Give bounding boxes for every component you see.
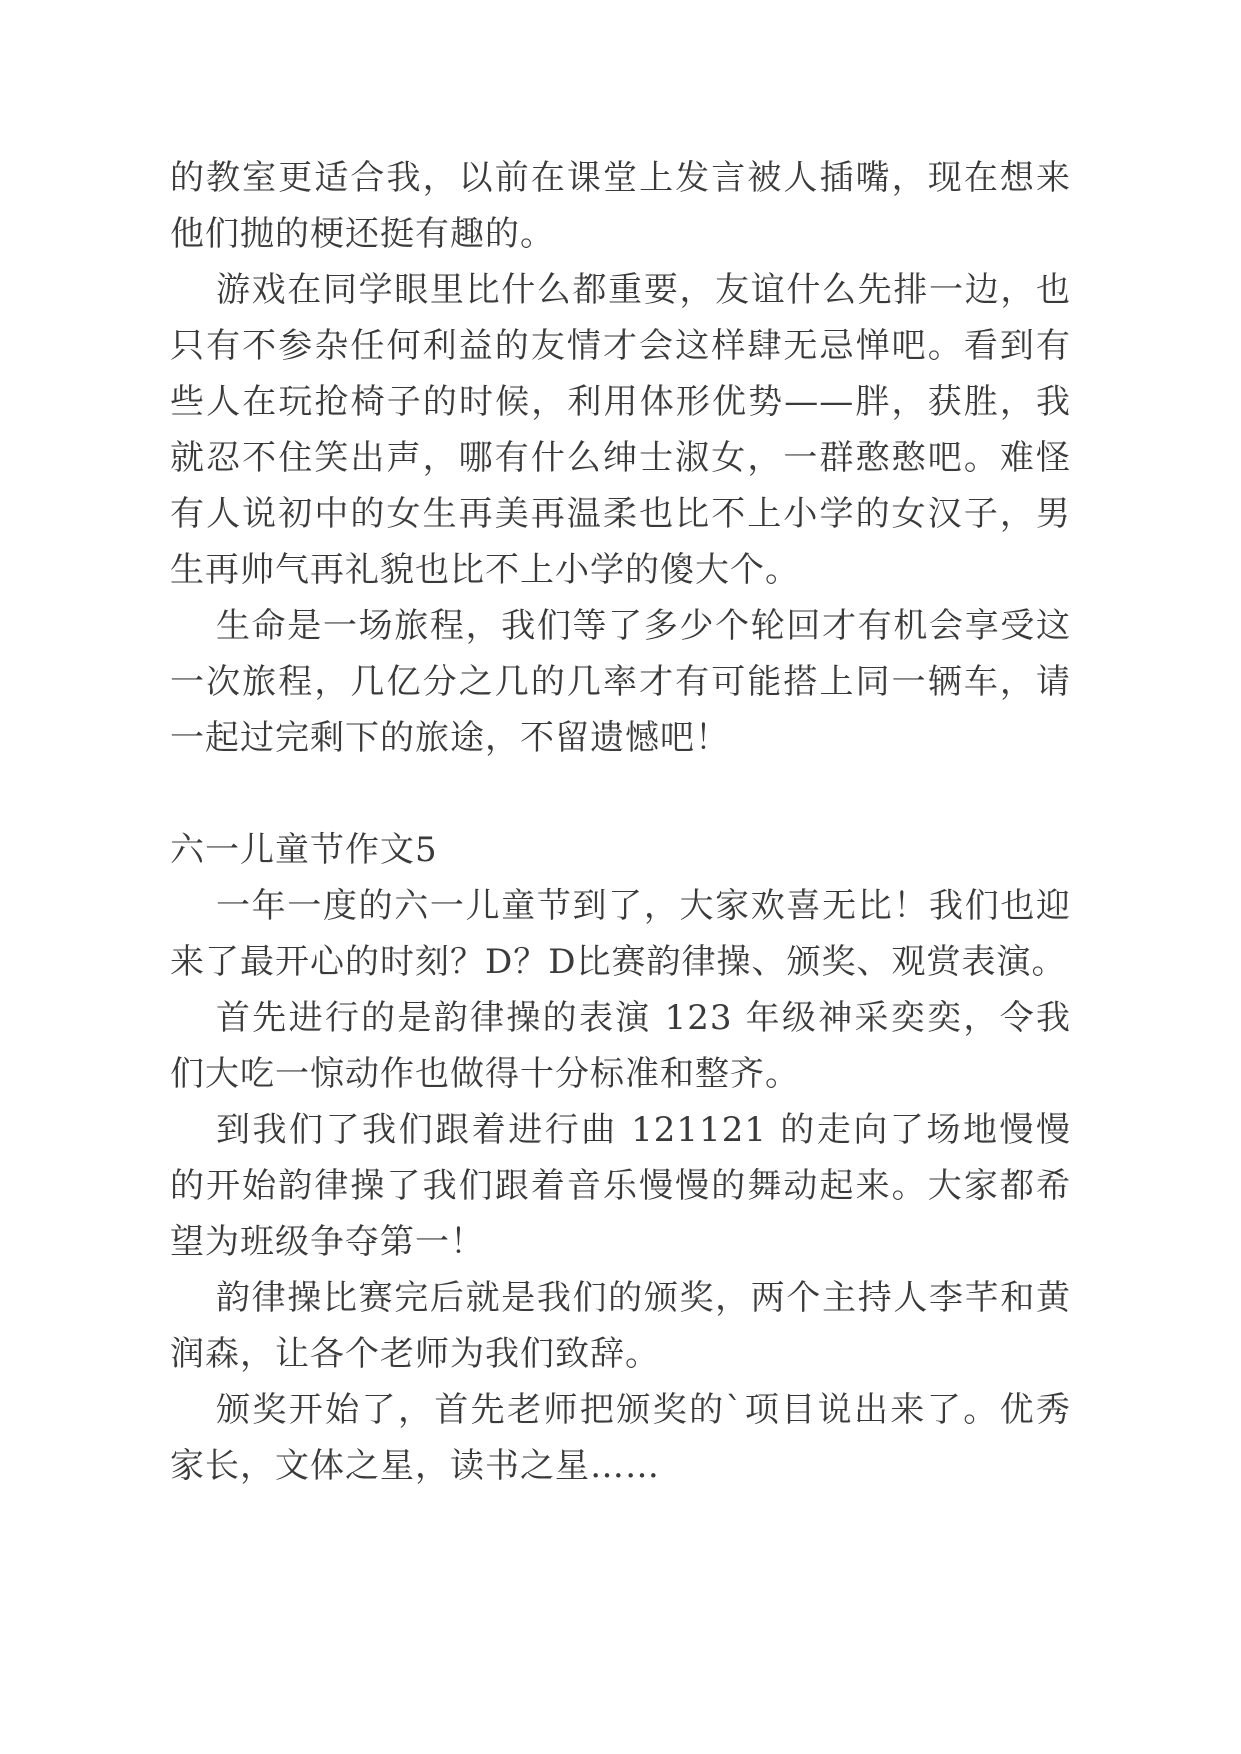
- paragraph-award-categories: 颁奖开始了，首先老师把颁奖的`项目说出来了。优秀家长，文体之星，读书之星……: [170, 1390, 1071, 1486]
- paragraph-rhythmic-gymnastics-performance: 首先进行的是韵律操的表演 123 年级神采奕奕，令我们大吃一惊动作也做得十分标准和整齐。: [170, 998, 1071, 1094]
- paragraph-life-journey: 生命是一场旅程，我们等了多少个轮回才有机会享受这一次旅程，几亿分之几的几率才有可能搭上同一辆车，请一起过完剩下的旅途，不留遗憾吧！: [170, 606, 1071, 758]
- paragraph-continuation: 的教室更适合我，以前在课堂上发言被人插嘴，现在想来他们抛的梗还挺有趣的。: [170, 158, 1071, 254]
- document-text-body: [170, 150, 1071, 1494]
- paragraph-games: 游戏在同学眼里比什么都重要，友谊什么先排一边，也只有不参杂任何利益的友情才会这样肆无忌惮吧。看到有些人在玩抢椅子的时候，利用体形优势——胖，获胜，我就忍不住笑出声，哪有什么绅士淑女，一群憨憨吧。难怪有人说初中的女生再美再温柔也比不上小学的女汉子，男生再帅气再礼貌也比不上小学的傻大个。: [170, 270, 1071, 590]
- paragraph-festival-arrival: 一年一度的六一儿童节到了，大家欢喜无比！我们也迎来了最开心的时刻？D？D比赛韵律操、颁奖、观赏表演。: [170, 886, 1071, 982]
- paragraph-award-hosts: 韵律操比赛完后就是我们的颁奖，两个主持人李芊和黄润森，让各个老师为我们致辞。: [170, 1278, 1071, 1374]
- section-heading-essay-5: 六一儿童节作文5: [170, 830, 438, 870]
- paragraph-our-turn: 到我们了我们跟着进行曲 121121 的走向了场地慢慢的开始韵律操了我们跟着音乐慢慢的舞动起来。大家都希望为班级争夺第一！: [170, 1110, 1071, 1262]
